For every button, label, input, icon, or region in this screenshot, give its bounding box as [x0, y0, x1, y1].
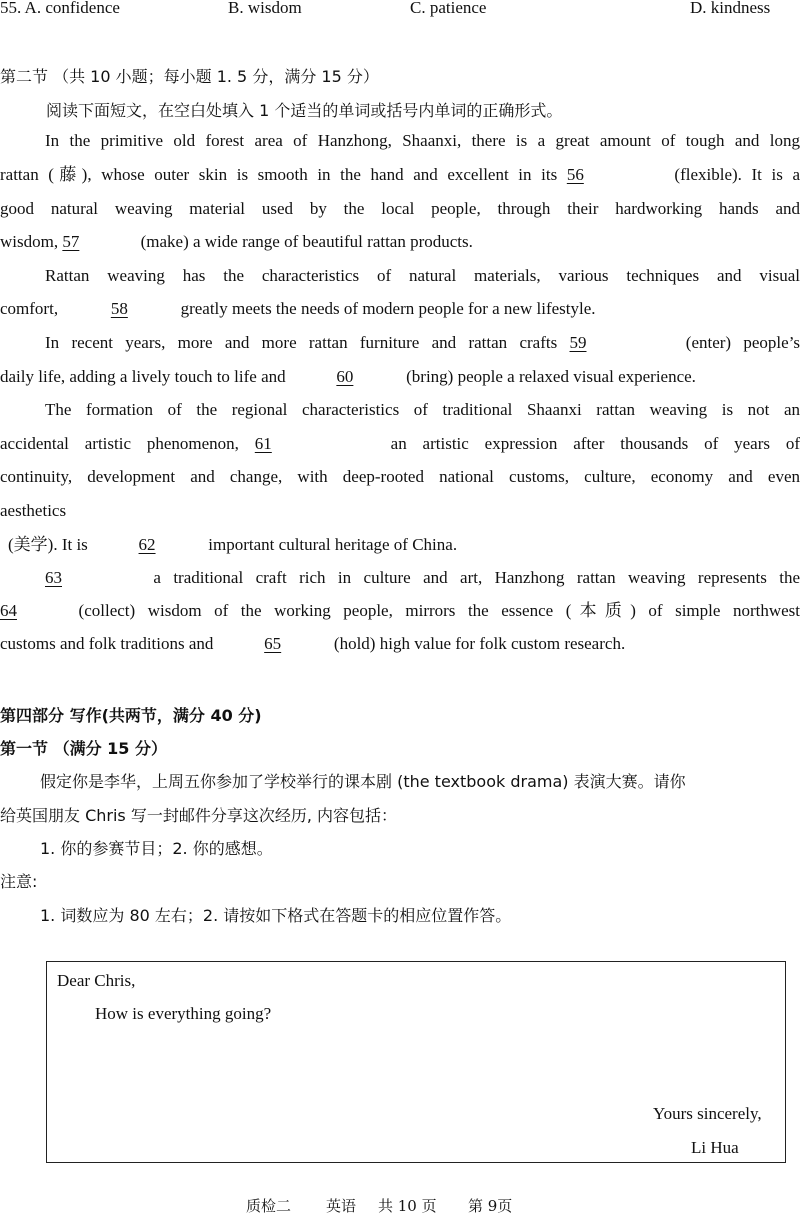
letter-signature: Li Hua — [691, 1138, 739, 1157]
passage-line: continuity, development and change, with deep-rooted national customs, culture, economy and even — [0, 467, 800, 486]
passage-text: accidental artistic phenomenon, — [0, 434, 239, 453]
passage-text: an artistic expression after thousands of years of — [390, 434, 800, 453]
letter-greeting: Dear Chris, — [57, 971, 136, 990]
passage-line — [0, 165, 800, 185]
passage-text: customs and folk traditions and — [0, 634, 214, 653]
blank-56: 56 — [566, 165, 584, 184]
blank-65: 65 — [264, 634, 282, 653]
notice-label: 注意: — [0, 872, 38, 891]
passage-text: (bring) people a relaxed visual experience. — [406, 367, 696, 386]
passage-text: important cultural heritage of China. — [208, 535, 458, 554]
passage-text: (hold) high value for folk custom research. — [333, 634, 626, 653]
q55-option-b: B. wisdom — [228, 0, 302, 17]
blank-62: 62 — [138, 535, 156, 554]
footer-page-number: 第 9页 — [468, 1197, 513, 1215]
part4-heading: 第四部分 写作(共两节，满分 40 分) — [0, 706, 262, 725]
writing-prompt-line: 给英国朋友 Chris 写一封邮件分享这次经历, 内容包括： — [0, 806, 398, 825]
passage-line — [0, 367, 800, 387]
passage-text: (enter) people’s — [685, 333, 800, 352]
writing-prompt-line: 假定你是李华，上周五你参加了学校举行的课本剧 (the textbook drama) 表演大赛。请你 — [40, 772, 686, 791]
footer-exam: 质检二 — [246, 1197, 292, 1215]
passage-text: (collect) wisdom of the working people, mirrors the essence (本质) of simple northwest — [78, 601, 800, 620]
passage-text: a traditional craft rich in culture and art, Hanzhong rattan weaving represents the — [153, 568, 800, 587]
section2-heading: 第二节 （共 10 小题；每小题 1. 5 分，满分 15 分） — [0, 67, 379, 86]
passage-line: good natural weaving material used by the local people, through their hardworking hands and — [0, 199, 800, 218]
passage-text: (make) a wide range of beautiful rattan products. — [140, 232, 473, 251]
passage-line: Rattan weaving has the characteristics of natural materials, various techniques and visual — [45, 266, 800, 285]
letter-opening: How is everything going? — [95, 1004, 272, 1023]
passage-text: (flexible). It is a — [674, 165, 800, 184]
q55-option-d: D. kindness — [690, 0, 771, 17]
blank-64: 64 — [0, 601, 17, 620]
footer-subject: 英语 — [326, 1197, 357, 1215]
passage-text: greatly meets the needs of modern people for a new lifestyle. — [180, 299, 596, 318]
letter-template-box — [46, 961, 786, 1163]
passage-line — [0, 568, 800, 588]
writing-points: 1. 你的参赛节目；2. 你的感想。 — [40, 839, 273, 858]
part4-section1-heading: 第一节 （满分 15 分） — [0, 739, 167, 758]
letter-closing: Yours sincerely, — [653, 1104, 762, 1123]
passage-text: daily life, adding a lively touch to life and — [0, 367, 286, 386]
section2-instruction: 阅读下面短文，在空白处填入 1 个适当的单词或括号内单词的正确形式。 — [46, 101, 563, 120]
passage-line — [0, 299, 800, 319]
blank-61: 61 — [254, 434, 272, 453]
blank-57: 57 — [62, 232, 80, 251]
footer-total-pages: 共 10 页 — [378, 1197, 437, 1215]
passage-line: In the primitive old forest area of Hanzhong, Shaanxi, there is a great amount of tough and long — [45, 131, 800, 150]
blank-58: 58 — [110, 299, 128, 318]
passage-line — [0, 333, 800, 353]
q55-option-a: 55. A. confidence — [0, 0, 120, 17]
passage-line — [0, 634, 800, 654]
passage-line — [0, 232, 800, 252]
passage-line — [0, 535, 800, 555]
passage-text: (美学). It is — [8, 535, 88, 554]
passage-text: In recent years, more and more rattan furniture and rattan crafts — [45, 333, 558, 352]
passage-text: comfort, — [0, 299, 59, 318]
passage-line — [0, 601, 800, 621]
passage-text: rattan (藤), whose outer skin is smooth in the hand and excellent in its — [0, 165, 558, 184]
blank-63: 63 — [45, 568, 62, 587]
blank-59: 59 — [569, 333, 587, 352]
passage-text: wisdom, — [0, 232, 59, 251]
passage-line: aesthetics — [0, 501, 67, 520]
passage-line: The formation of the regional characteristics of traditional Shaanxi rattan weaving is not an — [45, 400, 800, 419]
q55-option-c: C. patience — [410, 0, 487, 17]
notice-text: 1. 词数应为 80 左右；2. 请按如下格式在答题卡的相应位置作答。 — [40, 906, 512, 925]
blank-60: 60 — [336, 367, 354, 386]
passage-line — [0, 434, 800, 454]
